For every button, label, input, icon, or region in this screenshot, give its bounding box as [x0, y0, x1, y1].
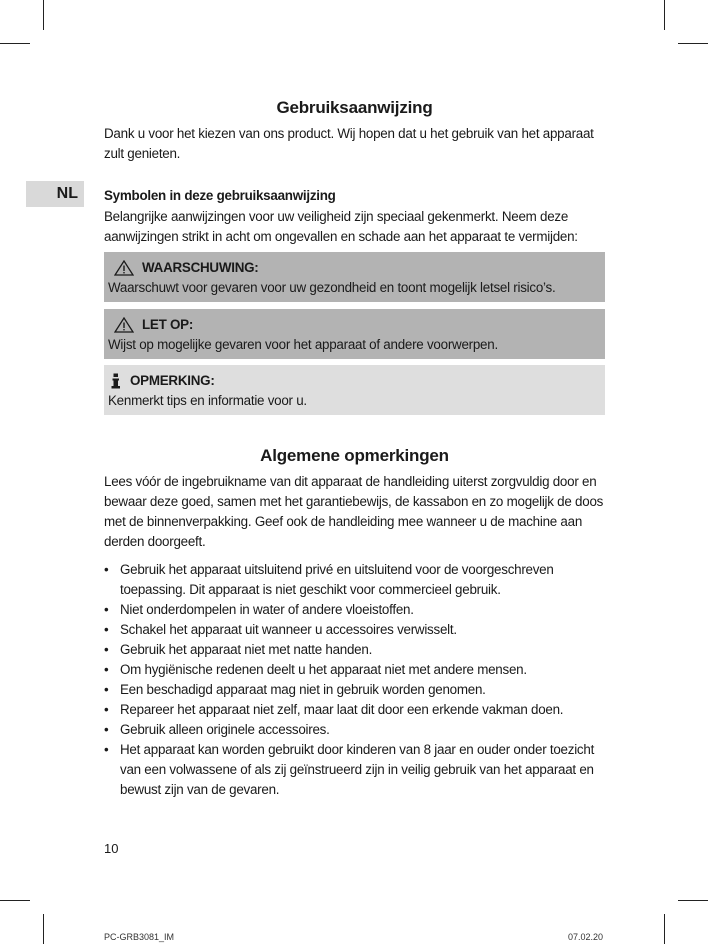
language-tab: NL — [26, 181, 84, 207]
crop-mark — [664, 0, 665, 30]
symbols-section — [104, 186, 605, 247]
crop-mark — [0, 43, 30, 44]
caution-box — [104, 309, 605, 359]
crop-mark — [678, 900, 708, 901]
list-item: • Het apparaat kan worden gebruikt door kinderen van 8 jaar en ouder onder toezicht van een volwassene of als zij geïnstrueerd zijn in veilig gebruik van het apparaat en bewust zijn van de gevaren. — [104, 740, 605, 800]
list-item: • Schakel het apparaat uit wanneer u accessoires verwisselt. — [104, 620, 605, 640]
safety-list — [104, 560, 605, 800]
general-text: Lees vóór de ingebruikname van dit apparaat de handleiding uiterst zorgvuldig door en bewaar deze goed, samen met het garantiebewijs, de kassabon en zo mogelijk de doos met de binnenverpakking. Geef ook de handleiding mee wanneer u de machine aan derden doorgeeft. — [104, 474, 604, 549]
general-section — [104, 446, 605, 800]
intro-text: Dank u voor het kiezen van ons product. Wij hopen dat u het gebruik van het apparaat zult genieten. — [104, 126, 594, 161]
warning-text: Waarschuwt voor gevaren voor uw gezondheid en toont mogelijk letsel risico’s. — [108, 280, 556, 295]
crop-mark — [43, 0, 44, 30]
list-item: • Repareer het apparaat niet zelf, maar laat dit door een erkende vakman doen. — [104, 700, 605, 720]
list-item: • Een beschadigd apparaat mag niet in gebruik worden genomen. — [104, 680, 605, 700]
crop-mark — [0, 900, 30, 901]
crop-mark — [43, 914, 44, 944]
warning-triangle-icon — [114, 317, 134, 333]
info-icon — [110, 373, 122, 389]
note-title: OPMERKING: — [130, 373, 215, 388]
list-item: • Gebruik het apparaat niet met natte handen. — [104, 640, 605, 660]
warning-triangle-icon — [114, 260, 134, 276]
footer-date: 07.02.20 — [568, 932, 604, 942]
caution-title: LET OP: — [142, 317, 194, 332]
footer-doc-id: PC-GRB3081_IM — [104, 932, 175, 942]
header-section — [104, 98, 605, 164]
list-item: • Om hygiënische redenen deelt u het apparaat niet met andere mensen. — [104, 660, 605, 680]
warning-title: WAARSCHUWING: — [142, 260, 259, 275]
list-item: • Gebruik alleen originele accessoires. — [104, 720, 605, 740]
caution-text: Wijst op mogelijke gevaren voor het apparaat of andere voorwerpen. — [108, 337, 498, 352]
note-text: Kenmerkt tips en informatie voor u. — [108, 393, 307, 408]
crop-mark — [664, 914, 665, 944]
note-box — [104, 365, 605, 415]
list-item: • Niet onderdompelen in water of andere vloeistoffen. — [104, 600, 605, 620]
general-heading: Algemene opmerkingen — [260, 446, 449, 465]
symbols-text: Belangrijke aanwijzingen voor uw veiligheid zijn speciaal gekenmerkt. Neem deze aanwijzingen strikt in acht om ongevallen en schade aan het apparaat te vermijden: — [104, 209, 578, 244]
crop-mark — [678, 43, 708, 44]
list-item: • Gebruik het apparaat uitsluitend privé en uitsluitend voor de voorgeschreven toepassing. Dit apparaat is niet geschikt voor commercieel gebruik. — [104, 560, 605, 600]
page-title: Gebruiksaanwijzing — [276, 98, 433, 117]
page-number: 10 — [104, 841, 119, 856]
symbols-heading: Symbolen in deze gebruiksaanwijzing — [104, 188, 336, 203]
warning-box — [104, 252, 605, 302]
